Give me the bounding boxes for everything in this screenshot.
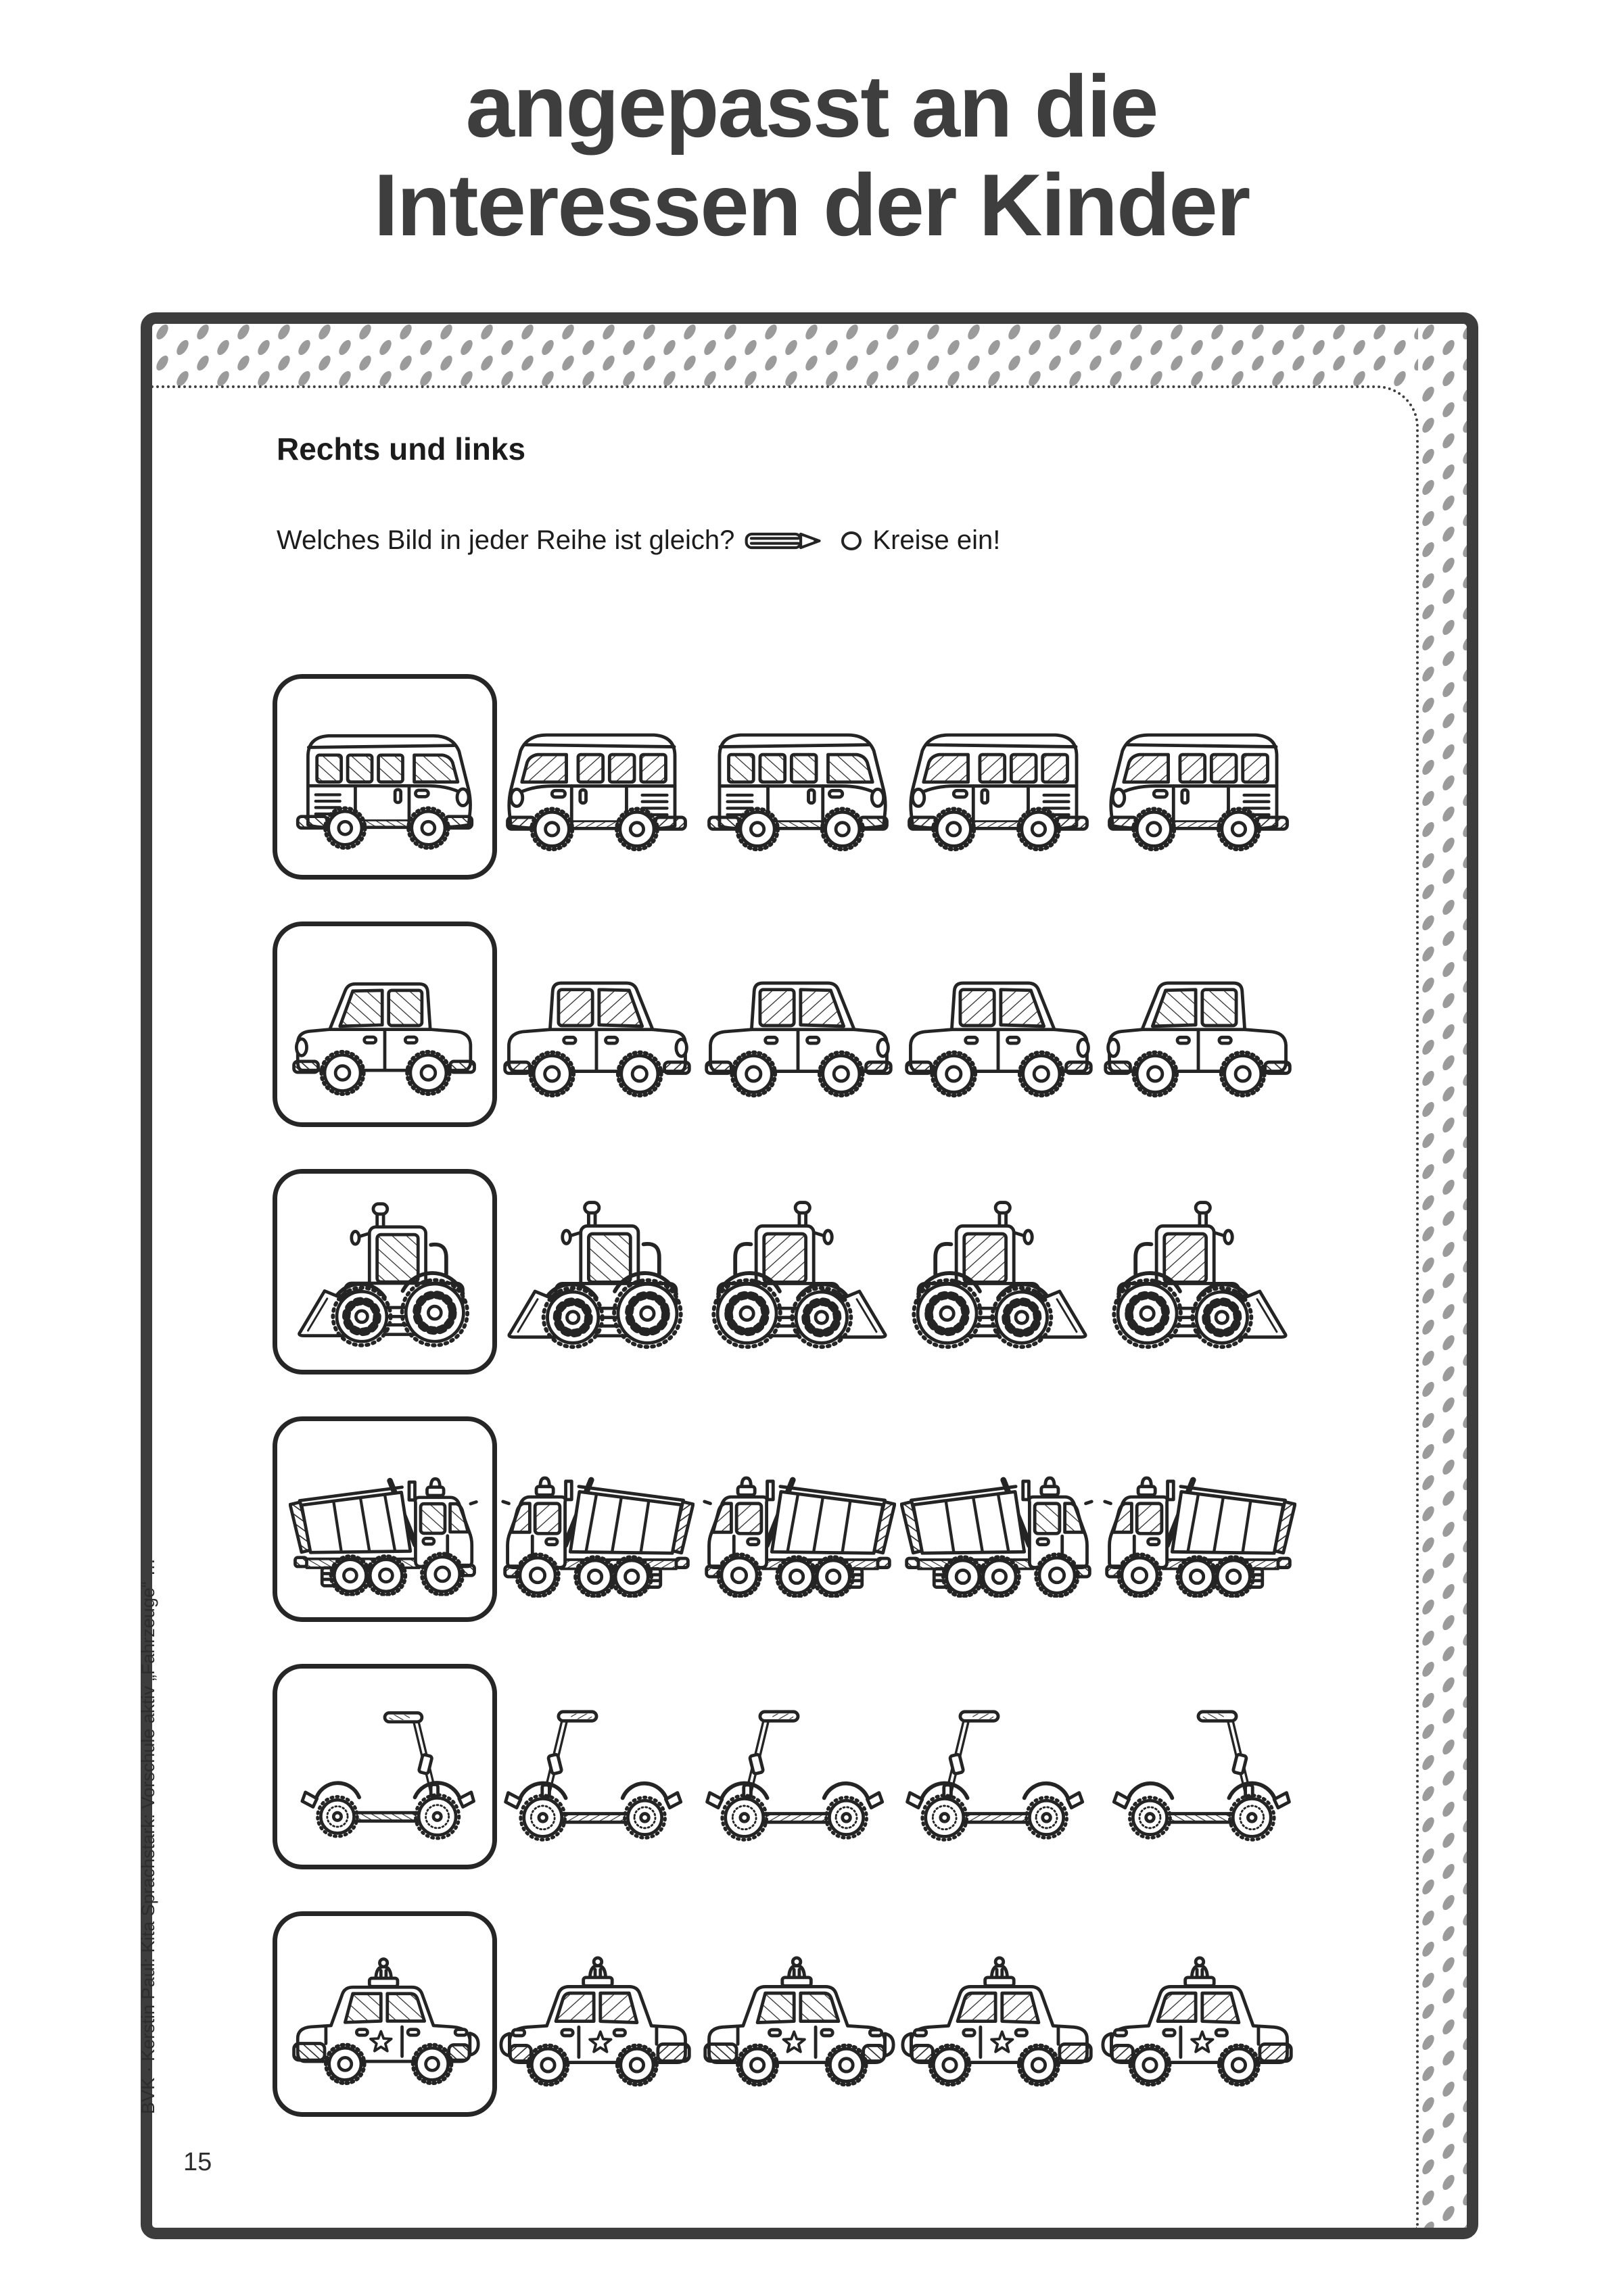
dump-truck-drawing [900, 1435, 1096, 1604]
instruction-question: Welches Bild in jeder Reihe ist gleich? [277, 525, 735, 555]
dump-truck-drawing [700, 1435, 896, 1604]
page-title-line1: angepasst an die [465, 57, 1158, 156]
vehicle-option[interactable] [498, 940, 695, 1109]
page-title [0, 57, 1623, 254]
reference-box [273, 922, 497, 1127]
bus-drawing [700, 692, 896, 861]
reference-box [273, 674, 497, 880]
puzzle-row-dump-truck [273, 1416, 1442, 1622]
instruction-command: Kreise ein! [872, 525, 1001, 555]
scooter-drawing [289, 1684, 481, 1849]
puzzle-row-police-car [273, 1911, 1442, 2117]
puzzle-row-front-loader [273, 1169, 1442, 1374]
circle-icon [840, 529, 863, 552]
scooter-drawing [700, 1682, 896, 1851]
vehicle-option[interactable] [498, 1435, 695, 1604]
bus-drawing [498, 692, 695, 861]
vehicle-option[interactable] [1100, 1187, 1296, 1356]
bus-drawing [1100, 692, 1296, 861]
reference-box [273, 1169, 497, 1374]
vehicle-option[interactable] [900, 692, 1096, 861]
page-title-line2: Interessen der Kinder [373, 156, 1250, 254]
dump-truck-drawing [1100, 1435, 1296, 1604]
police-car-drawing [900, 1930, 1096, 2099]
vehicle-option[interactable] [900, 1187, 1096, 1356]
vehicle-option[interactable] [700, 1435, 896, 1604]
suv-car-drawing [900, 940, 1096, 1109]
suv-car-drawing [498, 940, 695, 1109]
vehicle-option[interactable] [498, 1682, 695, 1851]
vehicle-option[interactable] [1100, 1682, 1296, 1851]
vehicle-option[interactable] [1100, 1435, 1296, 1604]
reference-box [273, 1911, 497, 2117]
front-loader-drawing [498, 1187, 695, 1356]
dump-truck-drawing [498, 1435, 695, 1604]
front-loader-drawing [289, 1189, 481, 1354]
front-loader-drawing [700, 1187, 896, 1356]
vehicle-option[interactable] [700, 1187, 896, 1356]
police-car-drawing [1100, 1930, 1296, 2099]
bus-drawing [900, 692, 1096, 861]
scooter-drawing [1100, 1682, 1296, 1851]
reference-box [273, 1664, 497, 1869]
pencil-icon [744, 527, 830, 554]
vehicle-option[interactable] [700, 940, 896, 1109]
front-loader-drawing [1100, 1187, 1296, 1356]
vehicle-option[interactable] [1100, 1930, 1296, 2099]
reference-box [273, 1416, 497, 1622]
vehicle-option[interactable] [900, 1930, 1096, 2099]
page-number: 15 [183, 2148, 212, 2176]
vehicle-option[interactable] [1100, 692, 1296, 861]
vehicle-option[interactable] [498, 1187, 695, 1356]
puzzle-row-suv-car [273, 922, 1442, 1127]
vehicle-option[interactable] [498, 692, 695, 861]
copyright-side-text: BVK · Kerstin Paul: Kita Sprachstark: Vorschule aktiv „Fahrzeuge“ … [138, 1558, 158, 2114]
police-car-drawing [498, 1930, 695, 2099]
suv-car-drawing [700, 940, 896, 1109]
vehicle-option[interactable] [498, 1930, 695, 2099]
bus-drawing [289, 694, 481, 859]
worksheet-instruction [277, 525, 1000, 556]
vehicle-option[interactable] [900, 1435, 1096, 1604]
pattern-band-top [152, 324, 1418, 386]
suv-car-drawing [1100, 940, 1296, 1109]
scooter-drawing [900, 1682, 1096, 1851]
worksheet-page [138, 312, 1478, 2239]
scooter-drawing [498, 1682, 695, 1851]
puzzle-row-bus [273, 674, 1442, 880]
dump-truck-drawing [289, 1437, 481, 1602]
vehicle-option[interactable] [700, 692, 896, 861]
vehicle-option[interactable] [900, 1682, 1096, 1851]
vehicle-option[interactable] [900, 940, 1096, 1109]
vehicle-option[interactable] [700, 1930, 896, 2099]
police-car-drawing [700, 1930, 896, 2099]
police-car-drawing [289, 1932, 481, 2097]
vehicle-option[interactable] [1100, 940, 1296, 1109]
suv-car-drawing [289, 942, 481, 1107]
front-loader-drawing [900, 1187, 1096, 1356]
puzzle-row-scooter [273, 1664, 1442, 1869]
vehicle-option[interactable] [700, 1682, 896, 1851]
worksheet-heading: Rechts und links [277, 431, 526, 467]
